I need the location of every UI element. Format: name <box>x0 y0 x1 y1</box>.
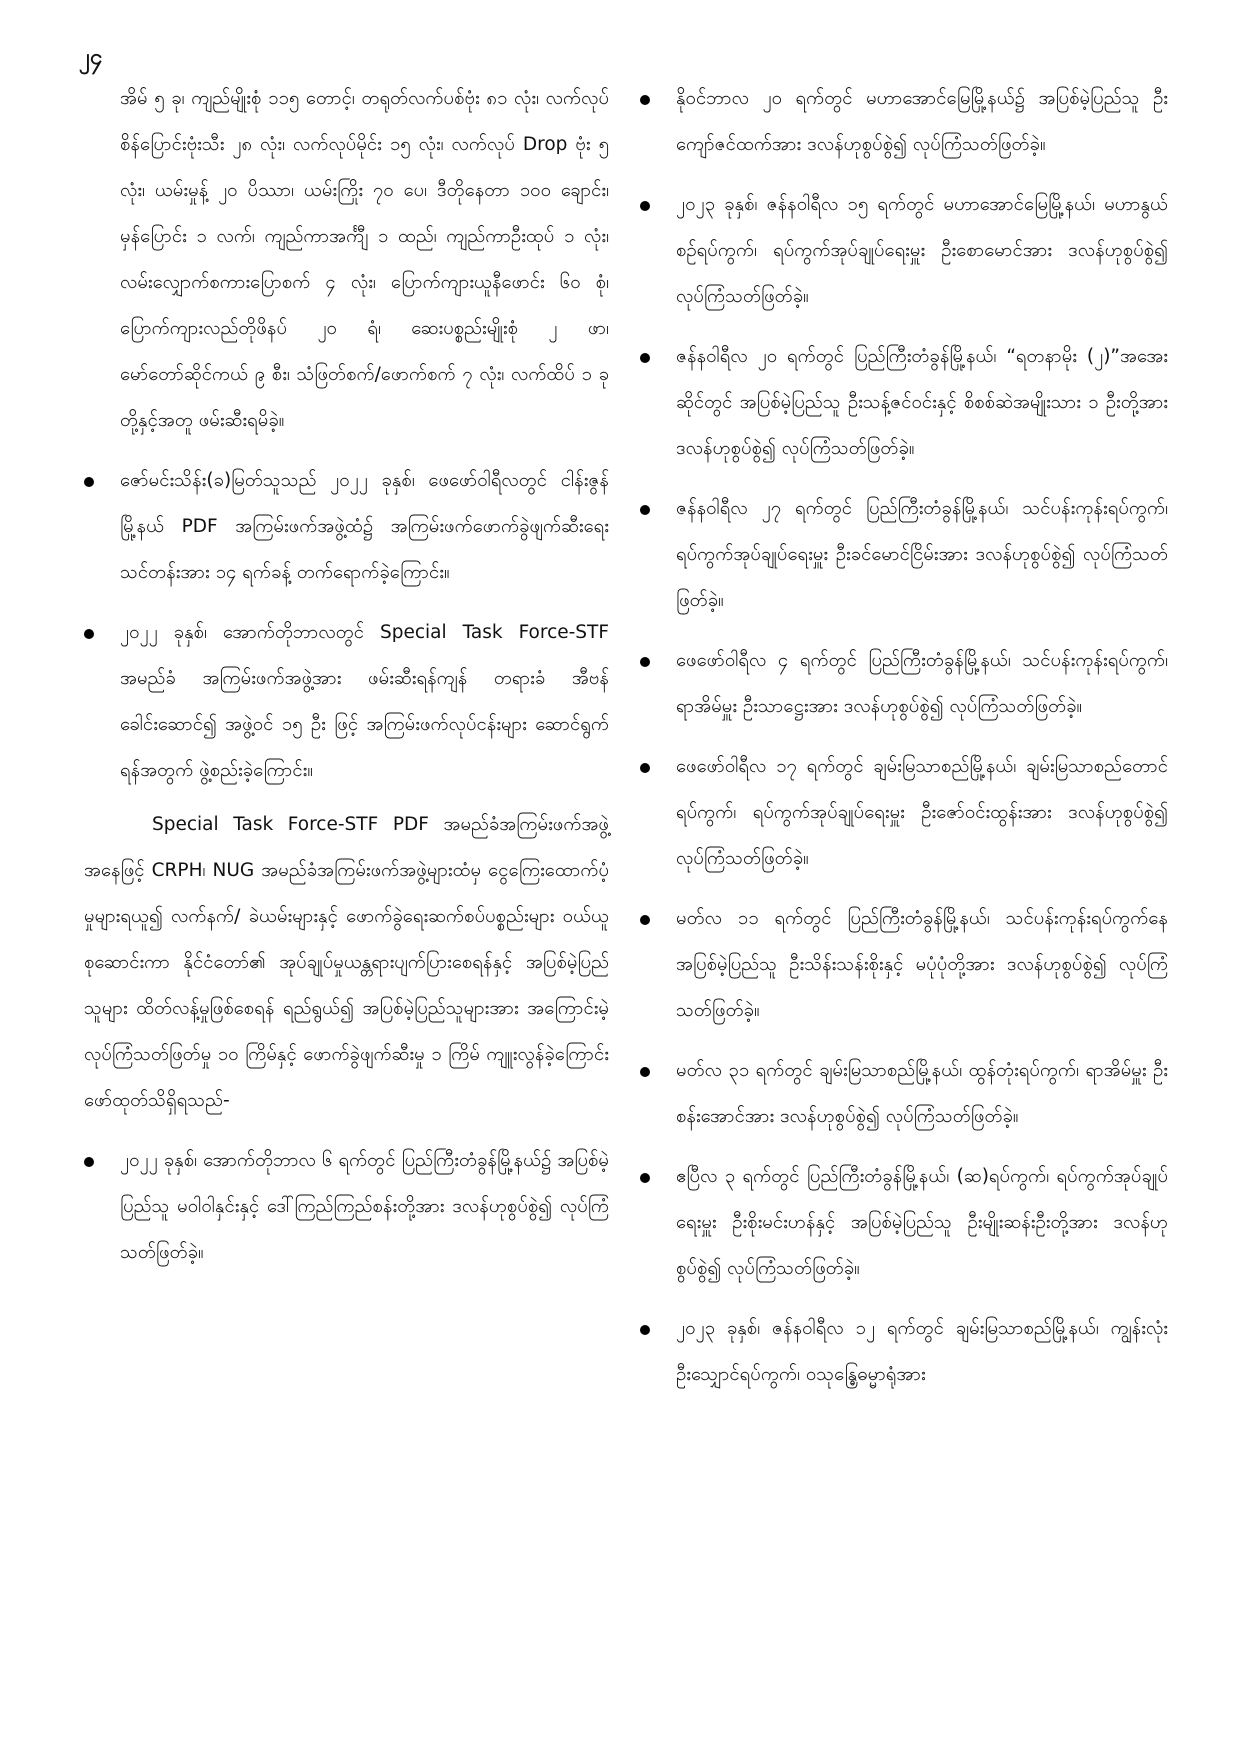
bullet-icon <box>640 1067 650 1077</box>
list-item-text: ဖေဖော်ဝါရီလ ၄ ရက်တွင် ပြည်ကြီးတံခွန်မြို့နယ်၊ သင်ပန်းကုန်းရပ်ကွက်၊ ရာအိမ်မှူး ဦးသာဋ္ဌေးအား ဒလန်ဟုစွပ်စွဲ၍ လုပ်ကြံသတ်ဖြတ်ခဲ့။ <box>676 650 1168 717</box>
list-item-text: ဇန်နဝါရီလ ၂၀ ရက်တွင် ပြည်ကြီးတံခွန်မြို့နယ်၊ “ရတနာမိုး (၂)”အအေးဆိုင်တွင် အပြစ်မဲ့ပြည်သူ ဦးသန့်ဇင်ဝင်းနှင့် စိစစ်ဆဲအမျိုးသား ၁ ဦးတို့အား ဒလန်ဟုစွပ်စွဲ၍ လုပ်ကြံသတ်ဖြတ်ခဲ့။ <box>676 346 1168 459</box>
list-item-text: နိုဝင်ဘာလ ၂၀ ရက်တွင် မဟာအောင်မြေမြို့နယ်၌ အပြစ်မဲ့ပြည်သူ ဦးကျော်ဇင်ထက်အား ဒလန်ဟုစွပ်စွဲ၍ လုပ်ကြံသတ်ဖြတ်ခဲ့။ <box>676 88 1168 155</box>
bullet-icon <box>84 1157 94 1167</box>
list-item <box>640 182 1168 320</box>
continuation-paragraph: အိမ် ၅ ခု၊ ကျည်မျိုးစုံ ၁၁၅ တောင့်၊ တရုတ်လက်ပစ်ဗုံး ၈၁ လုံး၊ လက်လုပ်စိန်ပြောင်းဗုံးသီး ၂၈ လုံး၊ လက်လုပ်မိုင်း ၁၅ လုံး၊ လက်လုပ် Drop ဗုံး ၅ လုံး၊ ယမ်းမှုန့် ၂၀ ပိဿာ၊ ယမ်းကြိုး ၇၀ ပေ၊ ဒီတိုနေတာ ၁၀၀ ချောင်း၊ မှန်ပြောင်း ၁ လက်၊ ကျည်ကာအင်္ကျီ ၁ ထည်၊ ကျည်ကာဦးထုပ် ၁ လုံး၊ လမ်းလျှောက်စကားပြောစက် ၄ လုံး၊ ပြောက်ကျားယူနီဖောင်း ၆၀ စုံ၊ ပြောက်ကျားလည်တိုဖိနပ် ၂၀ ရံ၊ ဆေးပစ္စည်းမျိုးစုံ ၂ ဖာ၊ မော်တော်ဆိုင်ကယ် ၉ စီး၊ သံဖြတ်စက်/ဖောက်စက် ၇ လုံး၊ လက်ထိပ် ၁ ခုတို့နှင့်အတူ ဖမ်းဆီးရမိခဲ့။ <box>120 88 609 431</box>
list-item <box>640 76 1168 168</box>
list-item-text: မတ်လ ၁၁ ရက်တွင် ပြည်ကြီးတံခွန်မြို့နယ်၊ သင်ပန်းကုန်းရပ်ကွက်နေ အပြစ်မဲ့ပြည်သူ ဦးသိန်းသန်းစိုးနှင့် မပုံပုံတို့အား ဒလန်ဟုစွပ်စွဲ၍ လုပ်ကြံသတ်ဖြတ်ခဲ့။ <box>676 908 1168 1021</box>
bullet-icon <box>640 657 650 667</box>
page-number: ၂၄ <box>79 45 103 70</box>
list-item <box>640 334 1168 472</box>
body-paragraph: Special Task Force-STF PDF အမည်ခံအကြမ်းဖက်အဖွဲ့အနေဖြင့် CRPH၊ NUG အမည်ခံအကြမ်းဖက်အဖွဲ့များထံမှ ငွေကြေးထောက်ပံ့မှုများရယူ၍ လက်နက်/ ခဲယမ်းများနှင့် ဖောက်ခွဲရေးဆက်စပ်ပစ္စည်းများ ဝယ်ယူစုဆောင်းကာ နိုင်ငံတော်၏ အုပ်ချုပ်မှုယန္တရားပျက်ပြားစေရန်နှင့် အပြစ်မဲ့ပြည်သူများ ထိတ်လန့်မှုဖြစ်စေရန် ရည်ရွယ်၍ အပြစ်မဲ့ပြည်သူများအား အကြောင်းမဲ့လုပ်ကြံသတ်ဖြတ်မှု ၁၀ ကြိမ်နှင့် ဖောက်ခွဲဖျက်ဆီးမှု ၁ ကြိမ် ကျူးလွန်ခဲ့ကြောင်း ဖော်ထုတ်သိရှိရသည်- <box>84 814 609 1111</box>
left-column <box>84 76 609 1276</box>
list-item-text: ၂၀၂၂ ခုနှစ်၊ အောက်တိုဘာလတွင် Special Task Force-STF အမည်ခံ အကြမ်းဖက်အဖွဲ့အား ဖမ်းဆီးရန်ကျန် တရားခံ အီဗန် ခေါင်းဆောင်၍ အဖွဲ့ဝင် ၁၅ ဦး ဖြင့် အကြမ်းဖက်လုပ်ငန်းများ ဆောင်ရွက်ရန်အတွက် ဖွဲ့စည်းခဲ့ကြောင်း။ <box>120 622 609 781</box>
list-item <box>640 638 1168 730</box>
list-item <box>640 744 1168 882</box>
list-item-text: မတ်လ ၃၁ ရက်တွင် ချမ်းမြသာစည်မြို့နယ်၊ ထွန်တုံးရပ်ကွက်၊ ရာအိမ်မှူး ဦးစန်းအောင်အား ဒလန်ဟုစွပ်စွဲ၍ လုပ်ကြံသတ်ဖြတ်ခဲ့။ <box>676 1060 1168 1127</box>
bullet-icon <box>640 1173 650 1183</box>
bullet-icon <box>640 763 650 773</box>
list-item <box>84 610 609 794</box>
list-item-text: ၂၀၂၂ ခုနှစ်၊ အောက်တိုဘာလ ၆ ရက်တွင် ပြည်ကြီးတံခွန်မြို့နယ်၌ အပြစ်မဲ့ပြည်သူ မဝါဝါနှင်းနှင့် ဒေါ်ကြည်ကြည်စန်းတို့အား ဒလန်ဟုစွပ်စွဲ၍ လုပ်ကြံသတ်ဖြတ်ခဲ့။ <box>120 1150 609 1263</box>
list-item-text: ၂၀၂၃ ခုနှစ်၊ ဇန်နဝါရီလ ၁၂ ရက်တွင် ချမ်းမြသာစည်မြို့နယ်၊ ကျွန်းလုံးဦးသျှောင်ရပ်ကွက်၊ ဝသုန္ဓြေဓမ္မာရုံအား <box>676 1318 1168 1385</box>
list-item <box>640 896 1168 1034</box>
bullet-icon <box>640 915 650 925</box>
list-item <box>84 458 609 596</box>
list-item-text: ဇော်မင်းသိန်း(ခ)မြတ်သူသည် ၂၀၂၂ ခုနှစ်၊ ဖေဖော်ဝါရီလတွင် ငါန်းဇွန်မြို့နယ် PDF အကြမ်းဖက်အဖွဲ့ထံ၌ အကြမ်းဖက်ဖောက်ခွဲဖျက်ဆီးရေးသင်တန်းအား ၁၄ ရက်ခန့် တက်ရောက်ခဲ့ကြောင်း။ <box>120 470 609 583</box>
bullet-icon <box>84 477 94 487</box>
list-item-text: ၂၀၂၃ ခုနှစ်၊ ဇန်နဝါရီလ ၁၅ ရက်တွင် မဟာအောင်မြေမြို့နယ်၊ မဟာနွယ်စဉ်ရပ်ကွက်၊ ရပ်ကွက်အုပ်ချုပ်ရေးမှူး ဦးစောမောင်အား ဒလန်ဟုစွပ်စွဲ၍ လုပ်ကြံသတ်ဖြတ်ခဲ့။ <box>676 194 1168 307</box>
bullet-icon <box>640 353 650 363</box>
list-item-text: ဧပြီလ ၃ ရက်တွင် ပြည်ကြီးတံခွန်မြို့နယ်၊ (ဆ)ရပ်ကွက်၊ ရပ်ကွက်အုပ်ချုပ်ရေးမှူး ဦးစိုးမင်းဟန်နှင့် အပြစ်မဲ့ပြည်သူ ဦးမျိုးဆန်းဦးတို့အား ဒလန်ဟုစွပ်စွဲ၍ လုပ်ကြံသတ်ဖြတ်ခဲ့။ <box>676 1166 1168 1279</box>
bullet-icon <box>640 95 650 105</box>
right-column <box>640 76 1168 1398</box>
list-item-text: ဖေဖော်ဝါရီလ ၁၇ ရက်တွင် ချမ်းမြသာစည်မြို့နယ်၊ ချမ်းမြသာစည်တောင်ရပ်ကွက်၊ ရပ်ကွက်အုပ်ချုပ်ရေးမှူး ဦးဇော်ဝင်းထွန်းအား ဒလန်ဟုစွပ်စွဲ၍ လုပ်ကြံသတ်ဖြတ်ခဲ့။ <box>676 756 1168 869</box>
list-item <box>640 1048 1168 1140</box>
list-item <box>640 1306 1168 1398</box>
bullet-icon <box>640 201 650 211</box>
list-item <box>640 1154 1168 1292</box>
bullet-icon <box>640 505 650 515</box>
bullet-icon <box>84 629 94 639</box>
bullet-icon <box>640 1325 650 1335</box>
list-item-text: ဇန်နဝါရီလ ၂၇ ရက်တွင် ပြည်ကြီးတံခွန်မြို့နယ်၊ သင်ပန်းကုန်းရပ်ကွက်၊ ရပ်ကွက်အုပ်ချုပ်ရေးမှူး ဦးခင်မောင်ငြိမ်းအား ဒလန်ဟုစွပ်စွဲ၍ လုပ်ကြံသတ် ဖြတ်ခဲ့။ <box>676 498 1168 611</box>
list-item <box>84 1138 609 1276</box>
list-item <box>640 486 1168 624</box>
